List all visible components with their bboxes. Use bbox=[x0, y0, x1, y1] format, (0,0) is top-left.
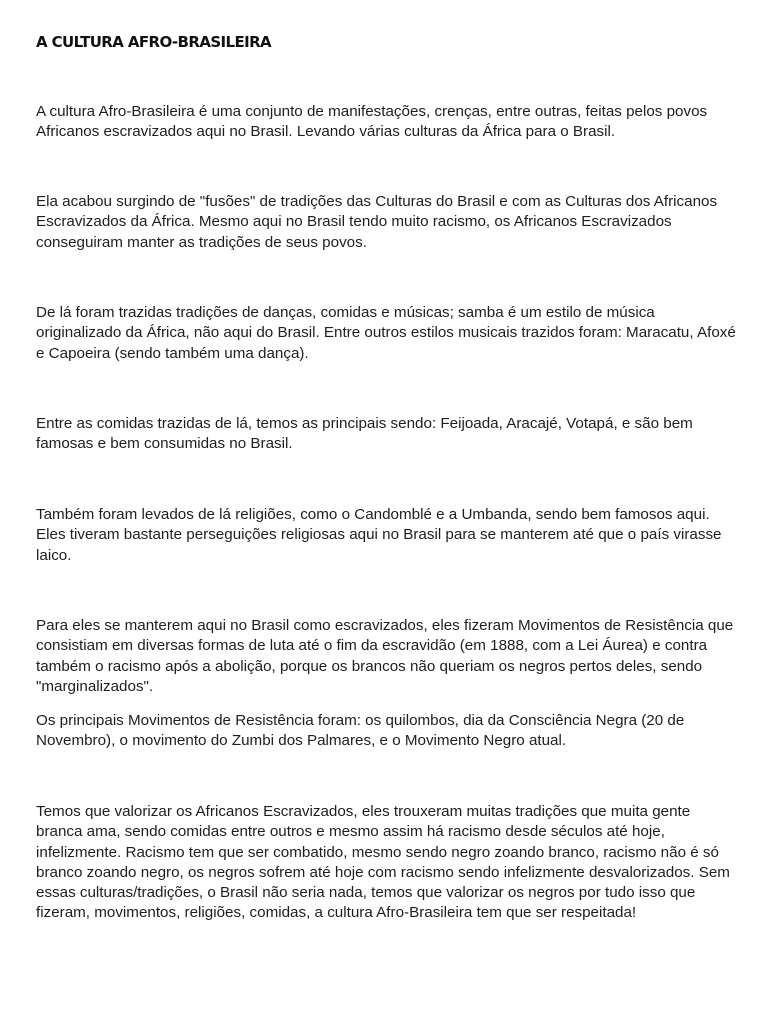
document-title: A CULTURA AFRO-BRASILEIRA bbox=[36, 33, 272, 51]
paragraph-food: Entre as comidas trazidas de lá, temos as principais sendo: Feijoada, Aracajé, Votapá, e são bem famosas e bem consumidas no Brasil. bbox=[36, 415, 693, 453]
paragraph-origins: Ela acabou surgindo de "fusões" de tradições das Culturas do Brasil e com as Culturas dos Africanos Escravizados da África. Mesmo aqui no Brasil tendo muito racismo, os Africanos Escravizados conseguiram manter as tradições de seus povos. bbox=[36, 193, 718, 251]
paragraph-music-dance: De lá foram trazidas tradições de danças, comidas e músicas; samba é um estilo de música originalizado da África, não aqui do Brasil. Entre outros estilos musicais trazidos foram: Maracatu, Afoxé e Capoeira (sendo também uma dança). bbox=[36, 304, 736, 362]
paragraph-resistance: Para eles se manterem aqui no Brasil como escravizados, eles fizeram Movimentos de Resistência que consistiam em diversas formas de luta até o fim da escravidão (em 1888, com a Lei Áurea) e contra também o racismo após a abolição, porque os brancos não queriam os negros pertos deles, sendo "marginalizados". bbox=[36, 617, 734, 695]
paragraph-resistance-movements: Os principais Movimentos de Resistência foram: os quilombos, dia da Consciência Negra (20 de Novembro), o movimento do Zumbi dos Palmares, e o Movimento Negro atual. bbox=[36, 712, 685, 750]
paragraph-introduction: A cultura Afro-Brasileira é uma conjunto de manifestações, crenças, entre outras, feitas pelos povos Africanos escravizados aqui no Brasil. Levando várias culturas da África para o Brasil. bbox=[36, 103, 708, 141]
paragraph-conclusion: Temos que valorizar os Africanos Escravizados, eles trouxeram muitas tradições que muita gente branca ama, sendo comidas entre outros e mesmo assim há racismo desde séculos até hoje, infelizmente. Racismo tem que ser combatido, mesmo sendo negro zoando branco, racismo não é só branco zoando negro, os negros sofrem até hoje com racismo sendo infelizmente desvalorizados. Sem essas culturas/tradições, o Brasil não seria nada, temos que valorizar os negros por tudo isso que fizeram, movimentos, religiões, comidas, a cultura Afro-Brasileira tem que ser respeitada! bbox=[36, 803, 730, 922]
paragraph-religion: Também foram levados de lá religiões, como o Candomblé e a Umbanda, sendo bem famosos aqui. Eles tiveram bastante perseguições religiosas aqui no Brasil para se manterem até que o país virasse laico. bbox=[36, 506, 722, 564]
